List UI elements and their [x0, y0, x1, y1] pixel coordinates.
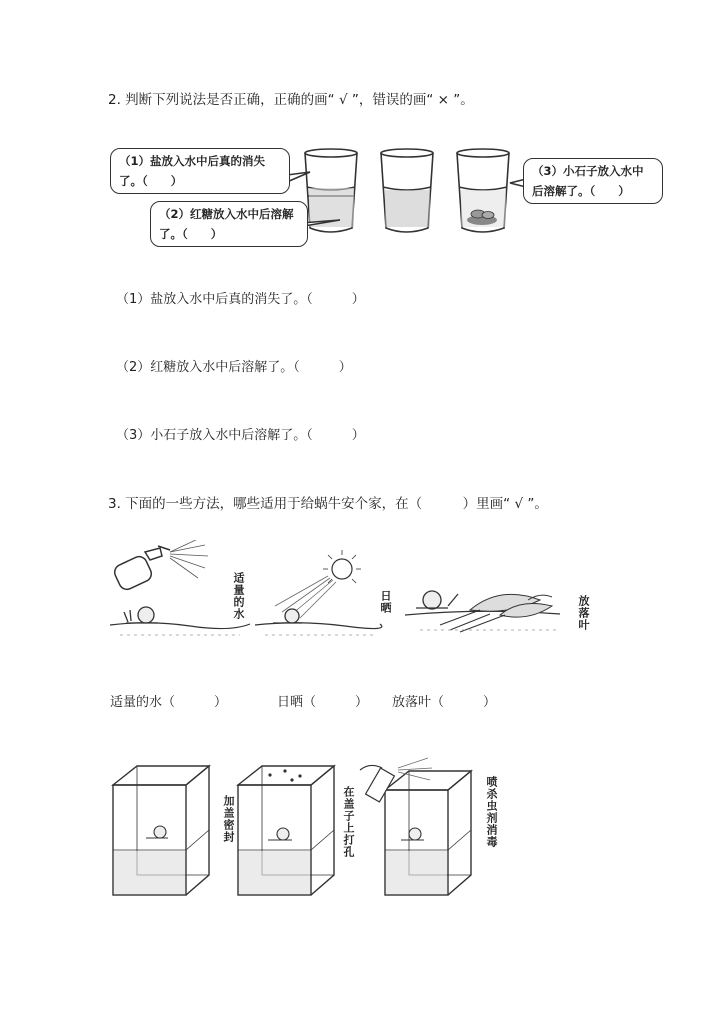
bubble-sugar-line1: （2）红糖放入水中后溶解	[159, 207, 294, 221]
answer-leaves: 放落叶（ ）	[392, 695, 497, 710]
q2-item-2: （2）红糖放入水中后溶解了。（ ）	[116, 360, 352, 375]
bubble-sugar-line2: 了。（ ）	[159, 227, 223, 241]
q2-title: 2. 判断下列说法是否正确，正确的画“ √ ”，错误的画“ × ”。	[108, 92, 474, 108]
bubble-salt-line1: （1）盐放入水中后真的消失	[119, 154, 266, 168]
bubble-salt-line2: 了。（ ）	[119, 174, 183, 188]
snail-icon-3	[416, 591, 458, 609]
bubble-stones-line1: （3）小石子放入水中	[532, 164, 644, 178]
label-spray: 喷杀虫剂消毒	[485, 776, 498, 848]
insecticide-can-icon	[360, 765, 394, 802]
answer-sun: 日晒（ ）	[277, 695, 369, 710]
snail-icon	[124, 607, 158, 623]
snail-icon-2	[273, 609, 302, 623]
label-sun: 日晒	[379, 590, 392, 614]
label-sealed: 加盖密封	[222, 795, 235, 843]
label-holes: 在盖子上打孔	[342, 786, 355, 858]
bubble-stones-line2: 后溶解了。（ ）	[532, 184, 630, 198]
q2-item-3: （3）小石子放入水中后溶解了。（ ）	[116, 428, 365, 443]
snail-boxes-row2	[0, 752, 720, 912]
spray-bottle-icon	[112, 546, 170, 592]
bubble-salt	[110, 148, 290, 194]
sun-icon	[323, 550, 361, 583]
bubble-stones	[523, 158, 663, 204]
q3-title: 3. 下面的一些方法，哪些适用于给蜗牛安个家，在（ ）里画“ √ ”。	[108, 496, 548, 512]
answer-water: 适量的水（ ）	[110, 695, 228, 710]
fallen-leaves-icon	[440, 594, 552, 632]
snail-methods-row1	[0, 540, 720, 660]
label-leaves: 放落叶	[577, 595, 590, 631]
bubble-sugar	[150, 201, 308, 247]
label-water: 适量的水	[232, 572, 245, 620]
q2-item-1: （1）盐放入水中后真的消失了。（ ）	[116, 292, 365, 307]
